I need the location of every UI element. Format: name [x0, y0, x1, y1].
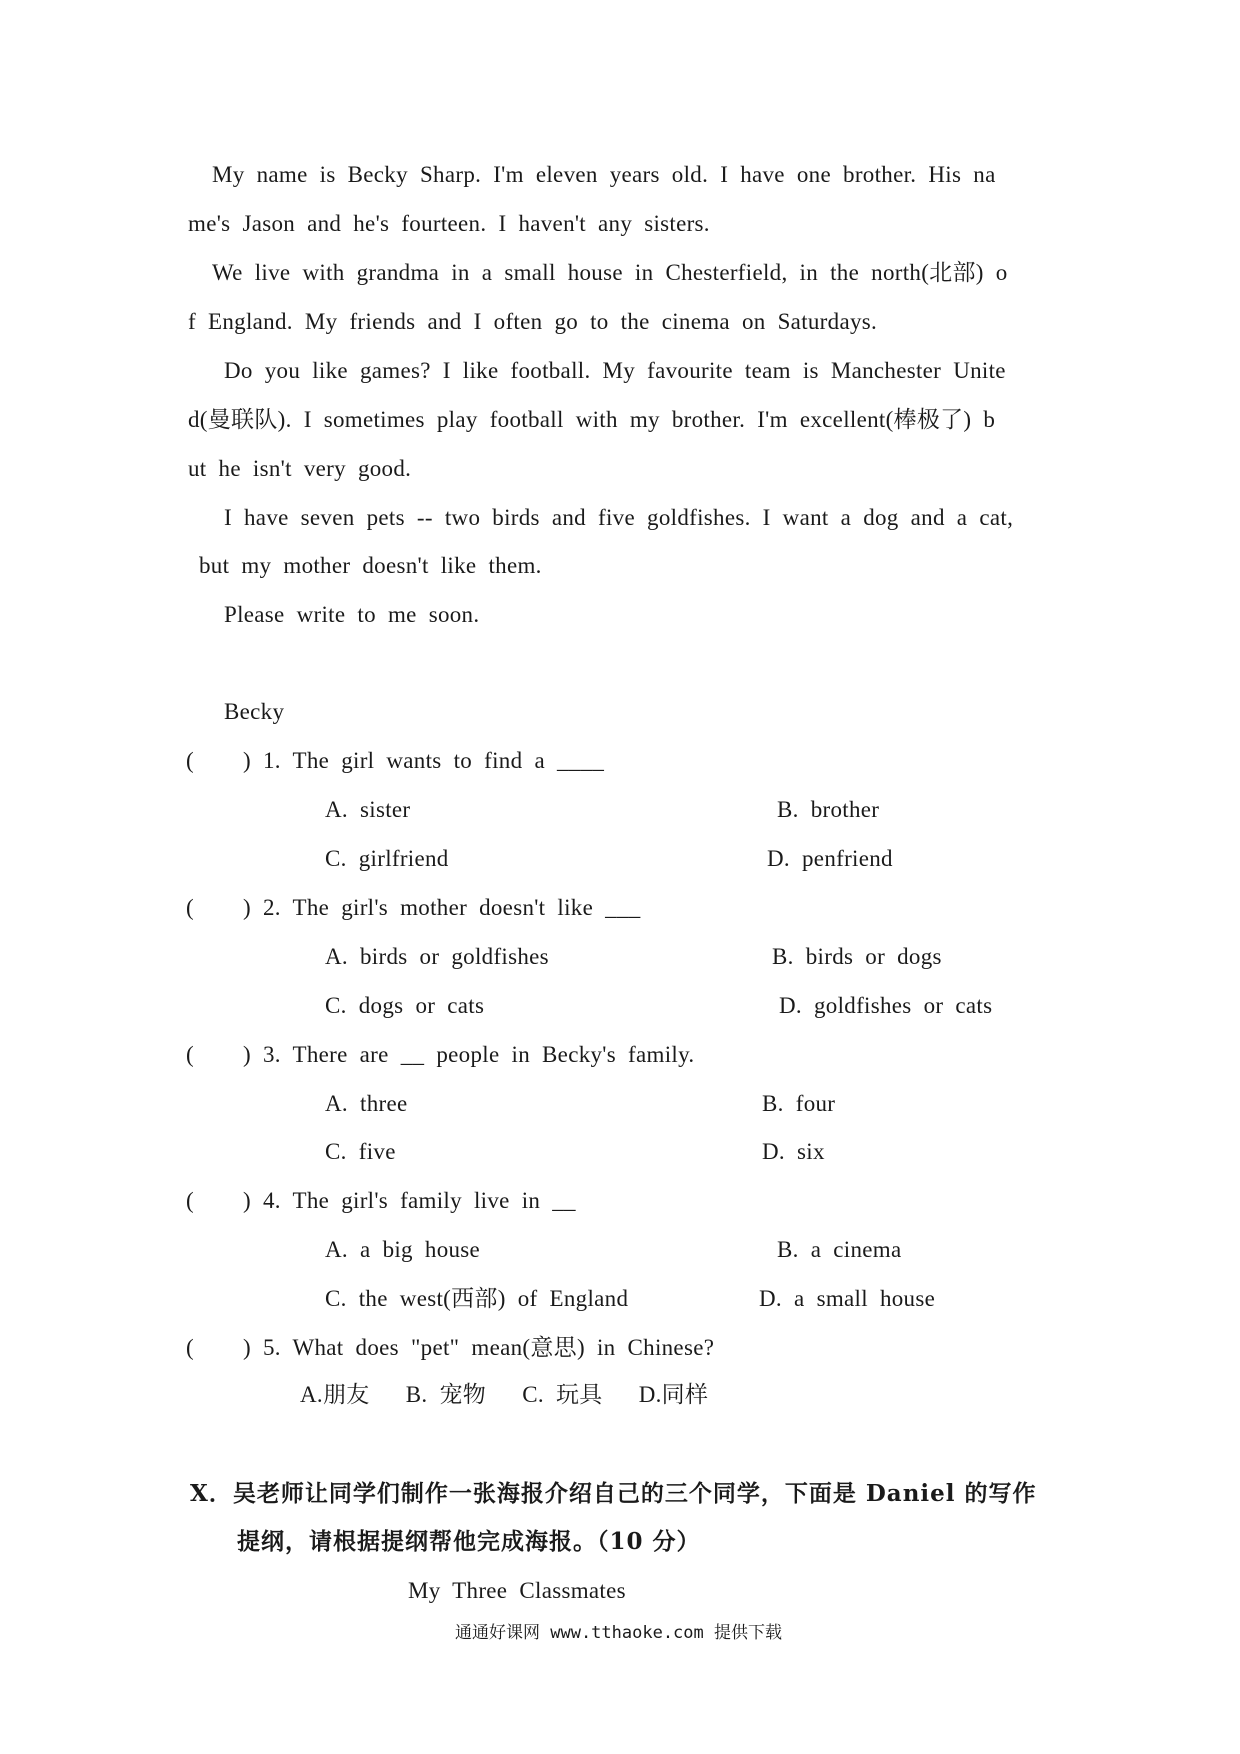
poster-title: My Three Classmates: [408, 1578, 626, 1603]
question-1-option-c: C. girlfriend: [325, 846, 449, 871]
question-4-option-d: D. a small house: [759, 1286, 936, 1311]
passage-line-10: Please write to me soon.: [224, 602, 480, 627]
passage-line-8: I have seven pets -- two birds and five goldfishes. I want a dog and a cat,: [224, 505, 1014, 530]
question-5-options: A.朋友 B. 宠物 C. 玩具 D.同样: [300, 1382, 709, 1407]
letter-signature: Becky: [224, 699, 285, 724]
passage-line-4: f England. My friends and I often go to the cinema on Saturdays.: [188, 309, 878, 334]
question-3-option-d: D. six: [762, 1139, 825, 1164]
footer-source: 通通好课网 www.tthaoke.com 提供下载: [455, 1623, 782, 1643]
passage-line-2: me's Jason and he's fourteen. I haven't any sisters.: [188, 211, 710, 236]
question-2-stem: ) 2. The girl's mother doesn't like ___: [243, 895, 641, 920]
question-3-option-a: A. three: [325, 1091, 408, 1116]
question-4-stem: ) 4. The girl's family live in __: [243, 1188, 576, 1213]
answer-bracket-3: (: [186, 1042, 194, 1067]
question-1-stem: ) 1. The girl wants to find a ____: [243, 748, 605, 773]
answer-bracket-5: (: [186, 1335, 194, 1360]
question-2-option-d: D. goldfishes or cats: [779, 993, 993, 1018]
question-4-option-c: C. the west(西部) of England: [325, 1286, 629, 1311]
question-4-option-b: B. a cinema: [777, 1237, 902, 1262]
question-3-option-b: B. four: [762, 1091, 836, 1116]
question-1-option-a: A. sister: [325, 797, 411, 822]
question-5-stem: ) 5. What does "pet" mean(意思) in Chinese?: [243, 1335, 715, 1360]
question-4-option-a: A. a big house: [325, 1237, 481, 1262]
question-3-option-c: C. five: [325, 1139, 396, 1164]
answer-bracket-1: (: [186, 748, 194, 773]
passage-line-5: Do you like games? I like football. My favourite team is Manchester Unite: [224, 358, 1006, 383]
passage-line-9: but my mother doesn't like them.: [199, 553, 542, 578]
question-2-option-b: B. birds or dogs: [772, 944, 942, 969]
section-x-heading-line-2: 提纲，请根据提纲帮他完成海报。（10 分）: [237, 1528, 701, 1555]
passage-line-6: d(曼联队). I sometimes play football with my brother. I'm excellent(棒极了) b: [188, 407, 996, 432]
passage-line-7: ut he isn't very good.: [188, 456, 412, 481]
question-1-option-b: B. brother: [777, 797, 880, 822]
section-x-heading-line-1: X．吴老师让同学们制作一张海报介绍自己的三个同学，下面是 Daniel 的写作: [190, 1480, 1037, 1507]
passage-line-1: My name is Becky Sharp. I'm eleven years old. I have one brother. His na: [212, 162, 996, 187]
question-3-stem: ) 3. There are __ people in Becky's family.: [243, 1042, 695, 1067]
passage-line-3: We live with grandma in a small house in Chesterfield, in the north(北部) o: [212, 260, 1008, 285]
answer-bracket-2: (: [186, 895, 194, 920]
question-1-option-d: D. penfriend: [767, 846, 893, 871]
question-2-option-c: C. dogs or cats: [325, 993, 485, 1018]
question-2-option-a: A. birds or goldfishes: [325, 944, 549, 969]
answer-bracket-4: (: [186, 1188, 194, 1213]
